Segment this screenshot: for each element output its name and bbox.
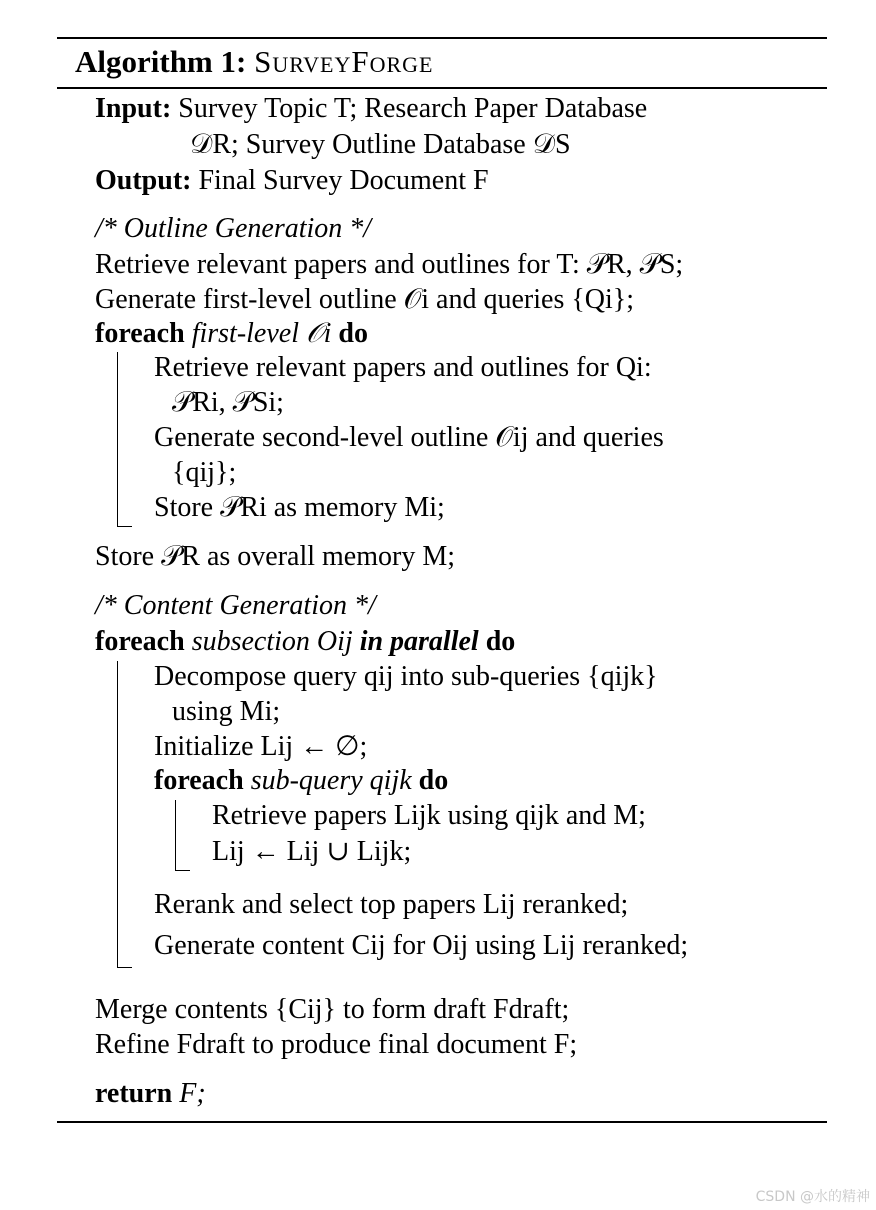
step-initialize: Initialize Lij ← ∅; (154, 731, 368, 762)
keyword-foreach: foreach (95, 318, 185, 349)
bottom-rule (57, 1121, 827, 1123)
return-line (95, 1078, 206, 1110)
top-rule (57, 37, 827, 39)
watermark: CSDN @水的精神 (755, 1189, 870, 1205)
step-first-level-outline: Generate first-level outline 𝒪i and queries {Qi}; (95, 284, 635, 315)
caption-rule (57, 87, 827, 89)
step-second-level-outline: Generate second-level outline 𝒪ij and queries (154, 422, 664, 453)
loop-bar-outline (117, 352, 132, 527)
input-label: Input: (95, 93, 172, 124)
keyword-return: return (95, 1078, 173, 1109)
step-retrieve-papers: Retrieve papers Lijk using qijk and M; (212, 800, 646, 831)
loop-bar-content (117, 661, 132, 968)
step-merge: Merge contents {Cij} to form draft Fdraft; (95, 994, 570, 1025)
output-label: Output: (95, 165, 192, 196)
step-store-overall-memory: Store 𝒫R as overall memory M; (95, 541, 456, 572)
output-text: Final Survey Document F (198, 165, 489, 196)
foreach-target: first-level 𝒪i (191, 318, 332, 349)
input-text-1: Survey Topic T; Research Paper Database (178, 93, 648, 124)
algorithm-caption (75, 44, 433, 80)
input-line-2: 𝒟R; Survey Outline Database 𝒟S (190, 129, 571, 160)
step-refine: Refine Fdraft to produce final document F; (95, 1029, 578, 1060)
algorithm-label: Algorithm 1: (75, 44, 247, 79)
step-store-memory: Store 𝒫Ri as memory Mi; (154, 492, 445, 523)
keyword-in-parallel: in parallel (359, 626, 479, 657)
return-value: F; (179, 1078, 206, 1109)
foreach-sub-query (154, 765, 448, 797)
step-retrieve-query: Retrieve relevant papers and outlines for Qi: (154, 352, 652, 383)
keyword-do: do (485, 626, 516, 657)
step-retrieve-query-cont: 𝒫Ri, 𝒫Si; (172, 387, 284, 418)
loop-bar-subquery (175, 800, 190, 871)
step-rerank: Rerank and select top papers Lij reranked; (154, 889, 629, 920)
input-line-1 (95, 93, 647, 125)
step-generate-content: Generate content Cij for Oij using Lij reranked; (154, 930, 689, 961)
foreach-subsection (95, 626, 515, 658)
keyword-do: do (418, 765, 449, 796)
step-decompose-cont: using Mi; (172, 696, 281, 727)
foreach-target: subsection Oij (191, 626, 353, 657)
foreach-target: sub-query qijk (250, 765, 412, 796)
step-second-level-cont: {qij}; (172, 457, 237, 488)
algorithm-name: SurveyForge (254, 44, 434, 79)
content-comment: /* Content Generation */ (95, 590, 376, 621)
outline-comment: /* Outline Generation */ (95, 213, 372, 244)
foreach-first-level (95, 318, 368, 350)
output-line (95, 165, 489, 197)
step-retrieve-topic: Retrieve relevant papers and outlines for T: 𝒫R, 𝒫S; (95, 249, 684, 280)
step-union: Lij ← Lij ∪ Lijk; (212, 836, 412, 867)
keyword-foreach: foreach (154, 765, 244, 796)
keyword-foreach: foreach (95, 626, 185, 657)
keyword-do: do (338, 318, 368, 349)
step-decompose-query: Decompose query qij into sub-queries {qijk} (154, 661, 658, 692)
